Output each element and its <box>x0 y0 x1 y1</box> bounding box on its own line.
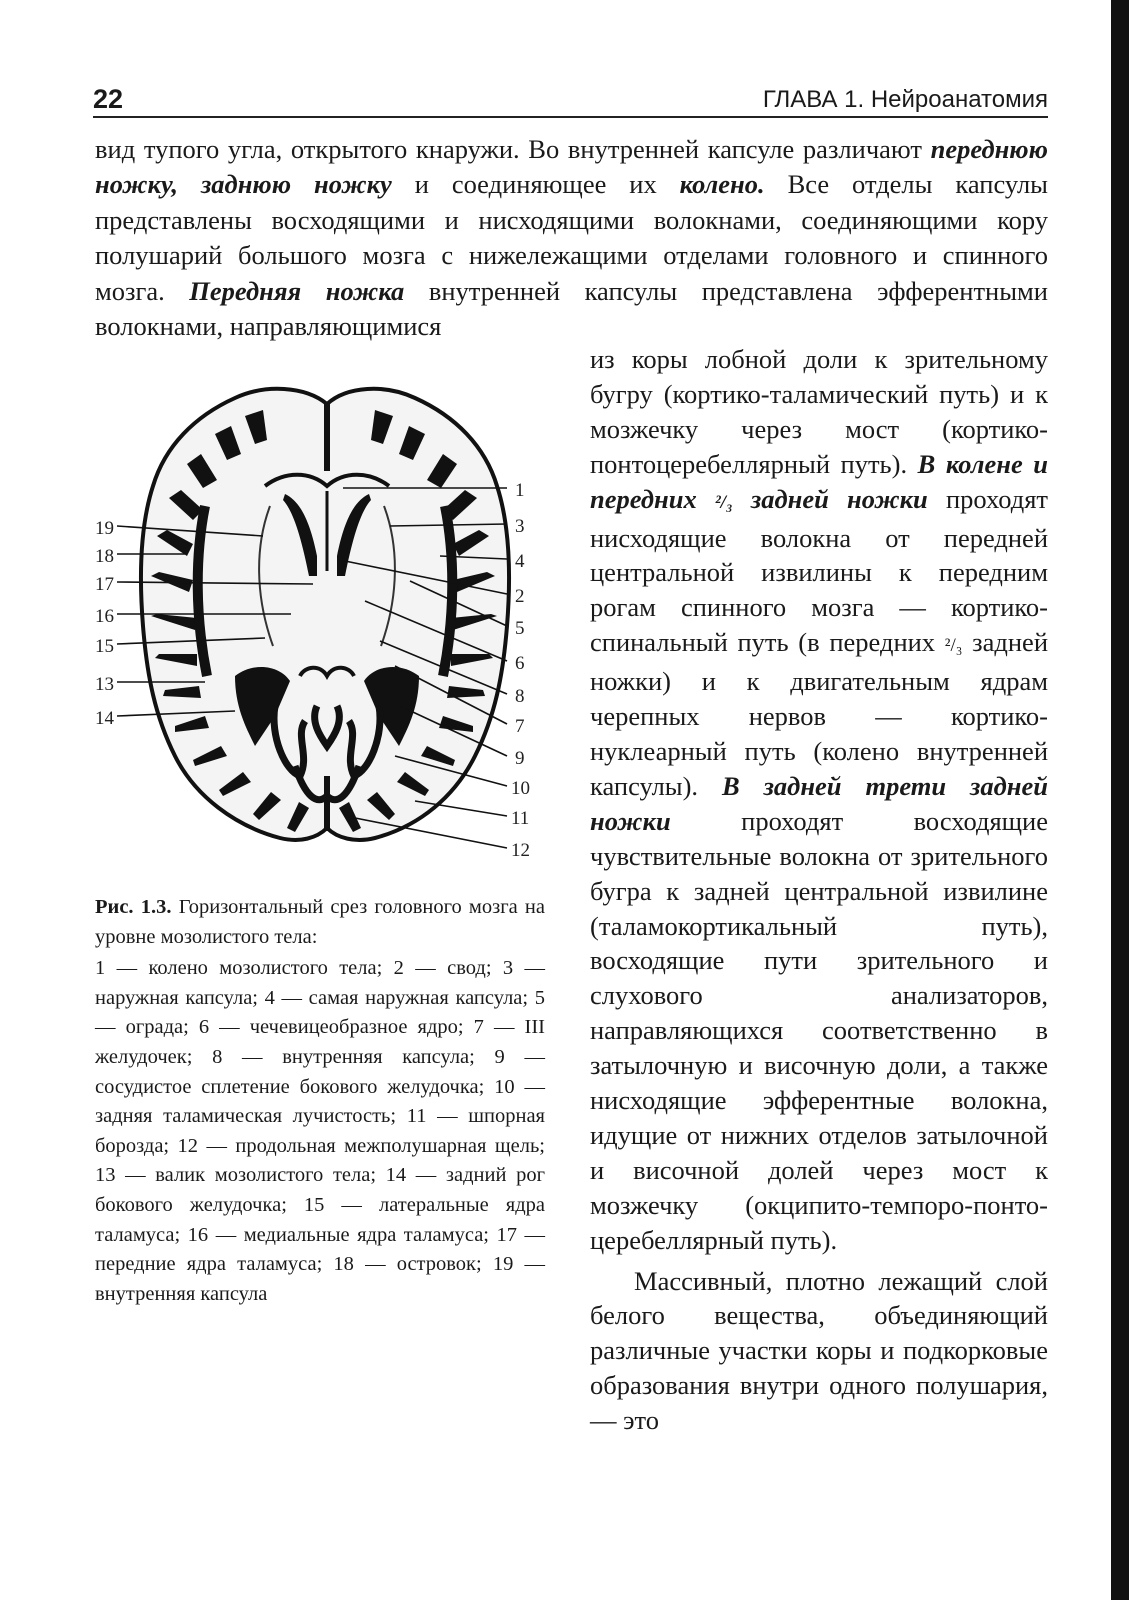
text-run: из коры лобной доли к зрительному бугру (кортико-таламический путь) и к мозжечку через мост (кортико-понтоцеребеллярный путь). <box>590 344 1048 479</box>
text-run: и соединяющее их <box>391 169 680 200</box>
emphasis-term: колено. <box>679 169 765 200</box>
figure-label: 14 <box>95 708 114 729</box>
page-header <box>93 76 1048 118</box>
figure-label: 10 <box>511 778 530 799</box>
emphasis-term: задней ножки <box>750 483 928 514</box>
figure-label: 9 <box>515 748 525 769</box>
paragraph-continued <box>590 342 1048 1258</box>
text-run: внутренней капсулы представлена эфферентными волокнами, направляющимися <box>95 275 1048 342</box>
figure-caption <box>95 893 545 1309</box>
figure-label: 17 <box>95 574 114 595</box>
figure-label: 8 <box>515 686 525 707</box>
caption-legend: 1 — колено мозолистого тела; 2 — свод; 3 — наружная капсула; 4 — самая наружная капсула; 5 — ограда; 6 — чечевицеобразное ядро; 7 — III желудочек; 8 — внутренняя капсула; 9 — сосудистое сплетение бокового желудочка; 10 — задняя таламическая лучистость; 11 — шпорная борозда; 12 — продольная межполушарная щель; 13 — валик мозолистого тела; 14 — задний рог бокового желудочка; 15 — латеральные ядра таламуса; 16 — медиальные ядра таламуса; 17 — передние ядра таламуса; 18 — островок; 19 — внутренняя капсула <box>95 957 545 1305</box>
brain-section-figure <box>95 376 555 876</box>
figure-label: 19 <box>95 518 114 539</box>
emphasis-term: В колене и передних <box>590 448 1048 514</box>
text-run: проходят восходящие чувствительные волокна от зрительного бугра к задней центральной извилине (таламокортикальный путь), восходящие пути зрительного и слухового анализаторов, направляющихся соответственно в затылочную и височную доли, а также нисходящие эфферентные волокна, идущие от нижних отделов затылочной и височной долей через мост к мозжечку (окципито-темпоро-понто-церебеллярный путь). <box>590 805 1048 1255</box>
body-text-right-column <box>590 342 1048 1438</box>
figure-label: 3 <box>515 516 525 537</box>
figure-label: 15 <box>95 636 114 657</box>
figure-label: 11 <box>511 808 530 829</box>
paragraph-top <box>95 132 1048 344</box>
figure-label: 6 <box>515 653 525 674</box>
running-title: ГЛАВА 1. Нейроанатомия <box>762 86 1048 113</box>
figure-label: 7 <box>515 716 525 737</box>
fraction: ²/₃ <box>944 635 963 657</box>
figure-label: 12 <box>511 840 530 861</box>
page-number: 22 <box>93 84 124 114</box>
figure-label: 5 <box>515 618 525 639</box>
paragraph-next: Массивный, плотно лежащий слой белого вещества, объединяющий различные участки коры и подкорковые образования внутри одного полушария, — это <box>590 1265 1048 1436</box>
text-run: задней ножки) и к двигательным ядрам черепных нервов — кортико-нуклеарный путь (колено внутренней капсулы). <box>590 627 1049 801</box>
body-text-top <box>95 132 1048 344</box>
figure-label: 13 <box>95 674 114 695</box>
page-edge-shadow <box>1111 0 1129 1600</box>
text-run: проходят нисходящие волокна от передней центральной извилины к передним рогам спинного мозга — кортико-спинальный путь (в передних <box>590 483 1049 658</box>
text-run: Все отделы капсулы представлены восходящими и нисходящими волокнами, соединяющими кору полушарий большого мозга с нижележащими отделами головного и спинного мозга. <box>95 169 1048 306</box>
brain-horizontal-section-illustration <box>95 376 555 876</box>
figure-label: 16 <box>95 606 114 627</box>
text-run: вид тупого угла, открытого кнаружи. Во внутренней капсуле различают <box>95 134 931 164</box>
emphasis-term: Передняя ножка <box>189 275 405 306</box>
figure-label: 1 <box>515 480 525 501</box>
caption-title <box>95 893 545 952</box>
caption-label: Рис. 1.3. <box>95 896 172 918</box>
figure-label: 4 <box>515 551 525 572</box>
figure-label: 18 <box>95 546 114 567</box>
emphasis-term: переднюю ножку, заднюю ножку <box>95 134 1048 200</box>
figure-label: 2 <box>515 586 525 607</box>
caption-title-text: Горизонтальный срез головного мозга на уровне мозолистого тела: <box>95 896 546 948</box>
fraction: ²/₃ <box>714 491 733 513</box>
emphasis-term: В задней трети задней ножки <box>590 770 1048 836</box>
